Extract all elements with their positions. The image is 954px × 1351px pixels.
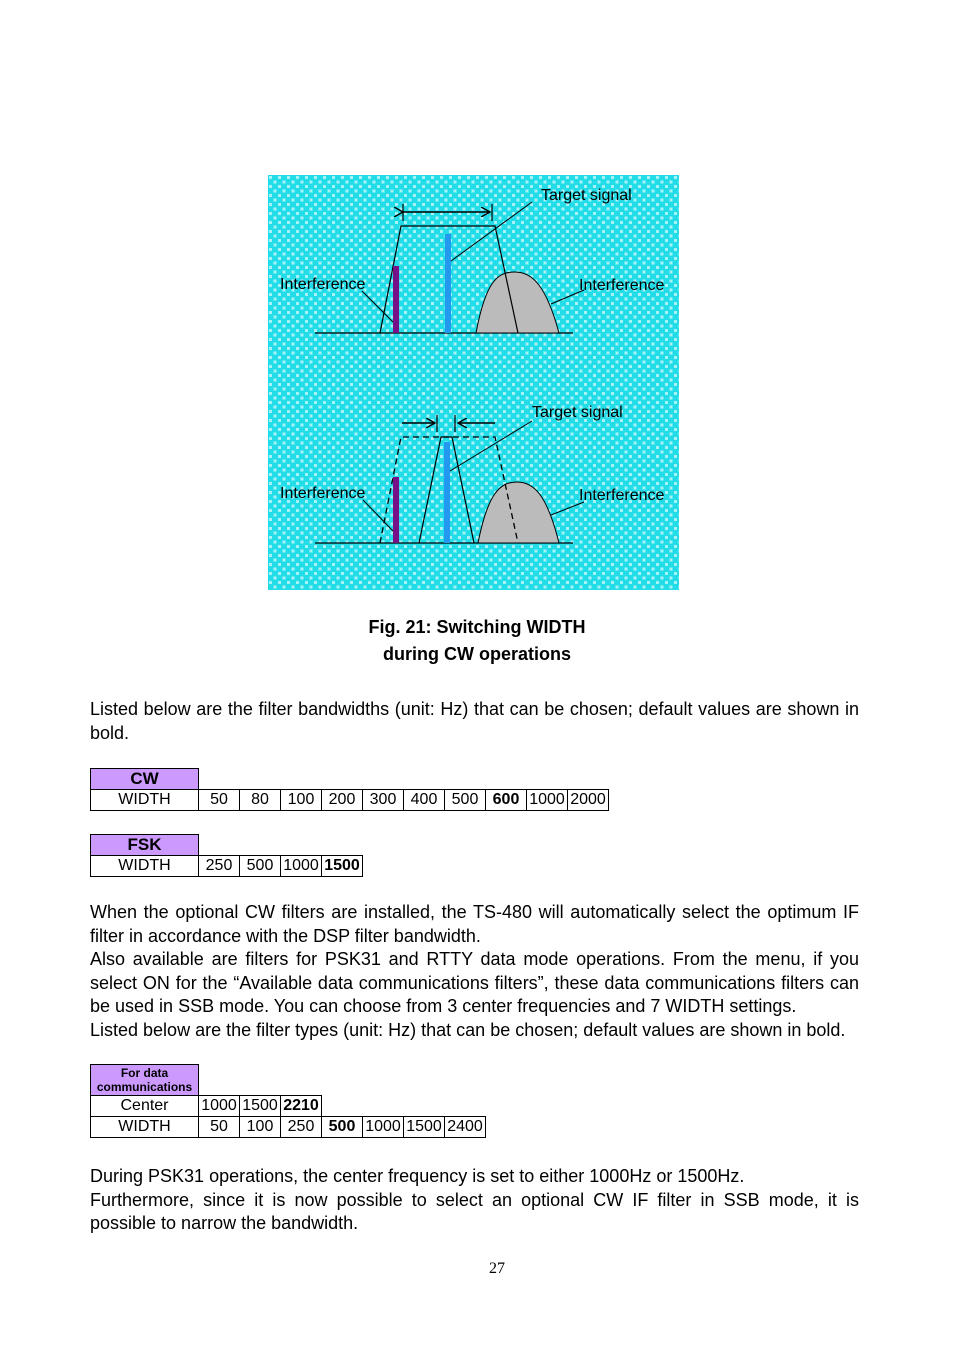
bottom-target-label: Target signal (532, 404, 623, 421)
center-value: 1000 (199, 1096, 240, 1117)
left-interference-bar (393, 477, 399, 543)
fsk-width-value: 1000 (281, 856, 322, 877)
figure-caption-line1: Fig. 21: Switching WIDTH (368, 617, 586, 637)
data-width-value: 1500 (404, 1117, 445, 1138)
intro-text: Listed below are the filter bandwidths (unit: Hz) that can be chosen; default values are shown in bold. (90, 699, 859, 743)
top-left-interference-label: Interference (280, 276, 366, 293)
data-width-row-label: WIDTH (91, 1117, 199, 1138)
body-text-p2: Also available are filters for PSK31 and RTTY data mode operations. From the menu, if you select ON for the “Available data communications filters”, these data communications filters can be used in SSB mode. You can choose from 3 center frequencies and 7 WIDTH settings. (90, 949, 859, 1016)
cw-width-value: 500 (445, 790, 486, 811)
cw-width-value: 300 (363, 790, 404, 811)
cw-row-label: WIDTH (91, 790, 199, 811)
data-width-value: 50 (199, 1117, 240, 1138)
fsk-width-value: 250 (199, 856, 240, 877)
data-comm-filter-table (90, 1064, 486, 1138)
data-width-value: 1000 (363, 1117, 404, 1138)
cw-width-value: 200 (322, 790, 363, 811)
body-text-p3: Listed below are the filter types (unit: Hz) that can be chosen; default values are shown in bold. (90, 1019, 846, 1040)
target-signal-bar (444, 442, 450, 543)
figure-background (268, 175, 679, 590)
data-width-default-value: 500 (322, 1117, 363, 1138)
width-switching-figure (268, 175, 679, 590)
cw-width-default-value: 600 (486, 790, 527, 811)
fsk-width-value: 500 (240, 856, 281, 877)
bottom-left-interference-label: Interference (280, 485, 366, 502)
data-width-value: 100 (240, 1117, 281, 1138)
cw-width-value: 80 (240, 790, 281, 811)
body-text-p1: When the optional CW filters are installed, the TS-480 will automatically select the optimum IF filter in accordance with the DSP filter bandwidth. (90, 902, 859, 946)
cw-width-value: 2000 (568, 790, 609, 811)
body-paragraphs (90, 901, 859, 1042)
center-default-value: 2210 (281, 1096, 322, 1117)
data-comm-header-line2: communications (96, 1080, 193, 1094)
data-width-value: 250 (281, 1117, 322, 1138)
cw-width-value: 400 (404, 790, 445, 811)
data-comm-header-line1: For data (120, 1066, 169, 1080)
closing-text-p1: During PSK31 operations, the center frequency is set to either 1000Hz or 1500Hz. (90, 1166, 745, 1186)
fsk-row-label: WIDTH (91, 856, 199, 877)
cw-width-value: 50 (199, 790, 240, 811)
bottom-right-interference-label: Interference (579, 487, 665, 504)
figure-caption-line2: during CW operations (383, 644, 571, 664)
fsk-table-header: FSK (91, 835, 199, 856)
data-comm-table-header (91, 1065, 199, 1096)
closing-text-p2: Furthermore, since it is now possible to select an optional CW IF filter in SSB mode, it is possible to narrow the bandwidth. (90, 1189, 859, 1233)
intro-paragraph (90, 698, 859, 745)
cw-width-table (90, 768, 609, 811)
cw-table-header: CW (91, 769, 199, 790)
cw-width-value: 1000 (527, 790, 568, 811)
center-value: 1500 (240, 1096, 281, 1117)
cw-width-value: 100 (281, 790, 322, 811)
fsk-width-table (90, 834, 363, 877)
fsk-width-default-value: 1500 (322, 856, 363, 877)
filter-diagram (268, 175, 679, 590)
target-signal-bar (445, 234, 451, 333)
left-interference-bar (393, 266, 399, 333)
closing-paragraphs (90, 1165, 859, 1236)
page-number: 27 (489, 1260, 505, 1277)
data-width-value: 2400 (445, 1117, 486, 1138)
top-target-label: Target signal (541, 187, 632, 204)
top-right-interference-label: Interference (579, 277, 665, 294)
center-row-label: Center (91, 1096, 199, 1117)
